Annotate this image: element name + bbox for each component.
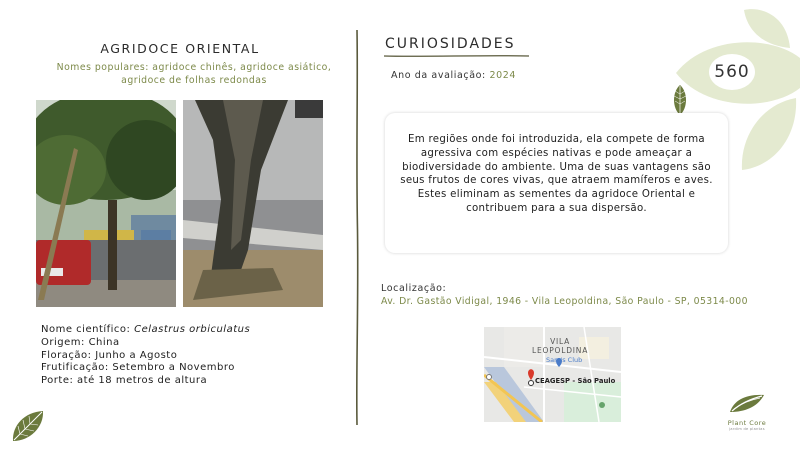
location-label: Localização: (381, 283, 447, 294)
brand-logo (719, 392, 775, 438)
map-district-label: VILA LEOPOLDINA (532, 337, 589, 355)
logo-leaf-icon (728, 392, 766, 414)
location-map[interactable] (484, 327, 621, 422)
leaf-icon (740, 96, 798, 172)
curiosities-title: CURIOSIDADES (385, 36, 516, 52)
curiosity-card (385, 113, 728, 253)
plant-number: 560 (709, 54, 755, 90)
plant-facts (41, 324, 250, 388)
scientific-name: Celastrus orbiculatus (134, 324, 251, 335)
logo-tagline: jardim de plantas (729, 427, 765, 431)
leaf-icon (742, 6, 792, 50)
fact-scientific: Nome científico: Celastrus orbiculatus (41, 324, 251, 335)
curiosity-text: Em regiões onde foi introduzida, ela compete de forma agressiva com espécies nativas e pode ameaçar a biodiversidade do ambiente. Uma de suas vantagens são seus frutos de cores vivas, que atraem mamíferos e aves. Estes eliminam as sementes da agridoce Oriental e contribuem para a sua dispersão. (400, 134, 713, 214)
fact-origin: Origem: China (41, 336, 120, 348)
fact-fruiting: Frutificação: Setembro a Novembro (41, 362, 235, 374)
map-place-label: CEAGESP - São Paulo (535, 377, 616, 385)
column-divider (355, 30, 359, 425)
popular-names: Nomes populares: agridoce chinês, agridoce asiático, agridoce de folhas redondas (56, 62, 332, 86)
title-underline (384, 54, 529, 58)
plant-title: AGRIDOCE ORIENTAL (100, 41, 260, 56)
fact-size: Porte: até 18 metros de altura (41, 375, 208, 387)
logo-brand-name: Plant Core (727, 419, 767, 427)
leaf-icon (671, 84, 689, 116)
fact-flowering: Floração: Junho a Agosto (41, 349, 178, 361)
map-poi-label: Sam's Club (546, 356, 583, 364)
tree-street-photo (36, 100, 176, 307)
tree-trunk-photo (183, 100, 323, 307)
evaluation-year: Ano da avaliação: 2024 (391, 70, 517, 81)
leaf-icon (10, 408, 46, 444)
location-address: Av. Dr. Gastão Vidigal, 1946 - Vila Leopoldina, São Paulo - SP, 05314-000 (381, 296, 748, 307)
